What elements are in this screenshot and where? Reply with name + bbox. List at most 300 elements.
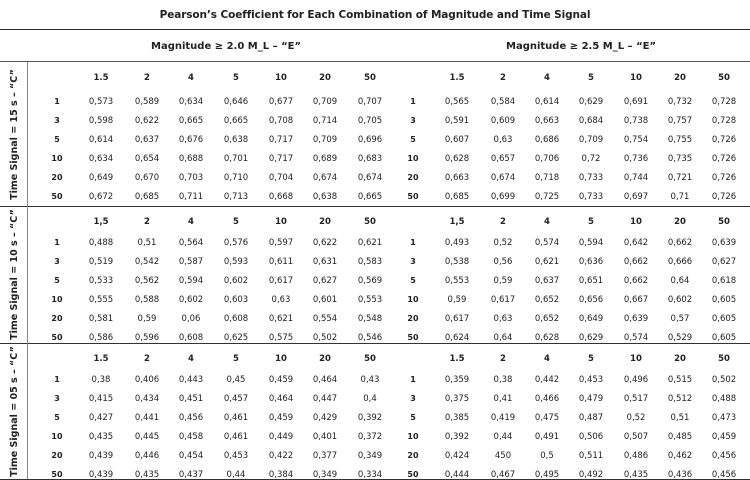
column-header: 50 [718, 73, 730, 83]
table-cell: 0,437 [178, 470, 204, 480]
table-cell: 0,586 [88, 333, 114, 343]
table-cell: 0,629 [578, 97, 604, 107]
table-cell: 0,685 [444, 192, 470, 202]
table-cell: 0,554 [312, 314, 338, 324]
table-cell: 0,728 [711, 97, 737, 107]
table-cell: 0,456 [178, 413, 204, 423]
table-cell: 0,677 [268, 97, 294, 107]
column-header: 2 [500, 73, 506, 83]
table-cell: 0,63 [271, 295, 291, 305]
table-cell: 0,674 [357, 173, 383, 183]
column-header: 2 [500, 354, 506, 364]
table-cell: 0,602 [223, 276, 249, 286]
row-label: 20 [407, 314, 419, 323]
table-cell: 0,451 [178, 394, 204, 404]
table-cell: 0,733 [578, 192, 604, 202]
table-cell: 0,638 [223, 135, 249, 145]
table-cell: 0,755 [667, 135, 693, 145]
column-header: 5 [588, 217, 594, 227]
row-label: 3 [410, 116, 416, 125]
table-cell: 0,733 [578, 173, 604, 183]
table-cell: 0,485 [667, 432, 693, 442]
table-cell: 0,617 [490, 295, 516, 305]
table-cell: 0,713 [223, 192, 249, 202]
column-header: 1,5 [449, 217, 465, 227]
row-label: 20 [51, 451, 63, 460]
table-cell: 0,574 [623, 333, 649, 343]
table-cell: 0,622 [134, 116, 160, 126]
table-cell: 0,699 [490, 192, 516, 202]
table-cell: 0,602 [178, 295, 204, 305]
table-cell: 0,639 [623, 314, 649, 324]
row-label: 5 [410, 135, 416, 144]
section-rule [0, 206, 750, 207]
table-cell: 0,441 [134, 413, 160, 423]
table-cell: 0,392 [444, 432, 470, 442]
table-cell: 0,621 [357, 238, 383, 248]
column-header: 5 [588, 73, 594, 83]
table-cell: 0,689 [312, 154, 338, 164]
table-cell: 0,461 [223, 432, 249, 442]
table-cell: 0,735 [667, 154, 693, 164]
table-cell: 0,668 [268, 192, 294, 202]
table-cell: 0,447 [312, 394, 338, 404]
table-cell: 0,649 [578, 314, 604, 324]
column-header: 4 [544, 354, 550, 364]
table-cell: 0,597 [268, 238, 294, 248]
table-cell: 0,502 [711, 375, 737, 385]
table-cell: 0,662 [623, 257, 649, 267]
table-cell: 0,621 [534, 257, 560, 267]
table-cell: 0,507 [623, 432, 649, 442]
table-cell: 0,459 [268, 375, 294, 385]
table-cell: 0,652 [534, 295, 560, 305]
table-cell: 0,435 [88, 432, 114, 442]
table-cell: 0,64 [670, 276, 690, 286]
column-header: 20 [319, 354, 331, 364]
table-cell: 0,59 [493, 276, 513, 286]
time-signal-label: Time Signal = 10 s – “C” [8, 209, 20, 340]
table-cell: 0,44 [493, 432, 513, 442]
table-cell: 0,475 [534, 413, 560, 423]
table-cell: 0,43 [360, 375, 380, 385]
row-label: 50 [407, 470, 419, 479]
table-cell: 0,649 [88, 173, 114, 183]
table-cell: 0,375 [444, 394, 470, 404]
table-cell: 0,589 [134, 97, 160, 107]
table-cell: 0,359 [444, 375, 470, 385]
table-cell: 0,691 [623, 97, 649, 107]
table-cell: 0,444 [444, 470, 470, 480]
section-divider-vertical [27, 206, 28, 343]
table-cell: 0,449 [268, 432, 294, 442]
table-cell: 0,725 [534, 192, 560, 202]
table-cell: 0,349 [357, 451, 383, 461]
table-cell: 0,726 [711, 192, 737, 202]
table-cell: 0,665 [223, 116, 249, 126]
table-cell: 0,708 [268, 116, 294, 126]
row-label: 50 [51, 192, 63, 201]
row-label: 50 [407, 192, 419, 201]
table-cell: 450 [494, 451, 512, 461]
table-cell: 0,621 [268, 314, 294, 324]
table-cell: 0,401 [312, 432, 338, 442]
table-cell: 0,519 [88, 257, 114, 267]
table-cell: 0,605 [711, 295, 737, 305]
table-cell: 0,709 [578, 135, 604, 145]
table-cell: 0,672 [88, 192, 114, 202]
table-cell: 0,704 [268, 173, 294, 183]
table-cell: 0,502 [312, 333, 338, 343]
table-cell: 0,594 [578, 238, 604, 248]
column-header: 2 [144, 217, 150, 227]
table-cell: 0,617 [268, 276, 294, 286]
table-cell: 0,453 [578, 375, 604, 385]
table-cell: 0,705 [357, 116, 383, 126]
table-cell: 0,711 [178, 192, 204, 202]
column-header: 10 [630, 217, 642, 227]
table-cell: 0,625 [223, 333, 249, 343]
table-cell: 0,642 [623, 238, 649, 248]
row-label: 10 [407, 295, 419, 304]
row-label: 20 [407, 173, 419, 182]
row-label: 10 [51, 154, 63, 163]
magnitude-header-left: Magnitude ≥ 2.0 M_L – “E” [151, 41, 302, 52]
table-cell: 0,703 [178, 173, 204, 183]
table-cell: 0,573 [88, 97, 114, 107]
table-cell: 0,638 [312, 192, 338, 202]
table-cell: 0,459 [711, 432, 737, 442]
table-cell: 0,445 [134, 432, 160, 442]
table-cell: 0,462 [667, 451, 693, 461]
table-cell: 0,4 [363, 394, 377, 404]
table-cell: 0,491 [534, 432, 560, 442]
table-cell: 0,553 [357, 295, 383, 305]
table-cell: 0,696 [357, 135, 383, 145]
table-cell: 0,596 [134, 333, 160, 343]
table-cell: 0,646 [223, 97, 249, 107]
table-cell: 0,587 [178, 257, 204, 267]
table-cell: 0,459 [268, 413, 294, 423]
table-cell: 0,51 [670, 413, 690, 423]
table-cell: 0,662 [667, 238, 693, 248]
row-label: 1 [410, 238, 416, 247]
table-cell: 0,663 [534, 116, 560, 126]
row-label: 5 [54, 135, 60, 144]
table-cell: 0,754 [623, 135, 649, 145]
table-cell: 0,569 [357, 276, 383, 286]
table-cell: 0,575 [268, 333, 294, 343]
column-header: 10 [275, 217, 287, 227]
table-cell: 0,555 [88, 295, 114, 305]
table-cell: 0,651 [578, 276, 604, 286]
column-header: 5 [233, 217, 239, 227]
table-cell: 0,384 [268, 470, 294, 480]
table-cell: 0,553 [444, 276, 470, 286]
table-cell: 0,605 [711, 333, 737, 343]
table-cell: 0,493 [444, 238, 470, 248]
table-cell: 0,634 [88, 154, 114, 164]
time-signal-label: Time Signal = 15 s – “C” [8, 68, 20, 200]
table-cell: 0,576 [223, 238, 249, 248]
column-header: 2 [144, 73, 150, 83]
table-cell: 0,710 [223, 173, 249, 183]
section-divider-vertical [27, 343, 28, 479]
row-label: 3 [410, 257, 416, 266]
table-cell: 0,628 [534, 333, 560, 343]
row-label: 1 [54, 97, 60, 106]
row-label: 1 [410, 97, 416, 106]
table-cell: 0,637 [534, 276, 560, 286]
table-cell: 0,670 [134, 173, 160, 183]
table-cell: 0,663 [444, 173, 470, 183]
column-header: 4 [544, 217, 550, 227]
row-label: 5 [410, 413, 416, 422]
row-label: 3 [54, 394, 60, 403]
table-cell: 0,628 [444, 154, 470, 164]
table-cell: 0,717 [268, 154, 294, 164]
table-cell: 0,457 [223, 394, 249, 404]
table-cell: 0,609 [490, 116, 516, 126]
table-cell: 0,607 [444, 135, 470, 145]
table-cell: 0,38 [493, 375, 513, 385]
table-cell: 0,565 [444, 97, 470, 107]
table-cell: 0,479 [578, 394, 604, 404]
table-cell: 0,624 [444, 333, 470, 343]
table-cell: 0,709 [312, 97, 338, 107]
table-cell: 0,686 [534, 135, 560, 145]
table-cell: 0,512 [667, 394, 693, 404]
table-cell: 0,684 [578, 116, 604, 126]
section-divider-vertical [27, 62, 28, 206]
table-cell: 0,372 [357, 432, 383, 442]
column-header: 1.5 [449, 73, 465, 83]
table-cell: 0,59 [447, 295, 467, 305]
table-cell: 0,685 [134, 192, 160, 202]
table-cell: 0,538 [444, 257, 470, 267]
table-cell: 0,598 [88, 116, 114, 126]
table-cell: 0,588 [134, 295, 160, 305]
table-cell: 0,486 [623, 451, 649, 461]
table-cell: 0,676 [178, 135, 204, 145]
row-label: 3 [54, 257, 60, 266]
table-cell: 0,611 [268, 257, 294, 267]
row-label: 20 [407, 451, 419, 460]
table-cell: 0,41 [493, 394, 513, 404]
table-cell: 0,488 [711, 394, 737, 404]
table-cell: 0,627 [711, 257, 737, 267]
table-cell: 0,744 [623, 173, 649, 183]
table-cell: 0,718 [534, 173, 560, 183]
column-header: 20 [674, 354, 686, 364]
table-cell: 0,5 [540, 451, 554, 461]
table-cell: 0,674 [312, 173, 338, 183]
table-cell: 0,492 [578, 470, 604, 480]
table-cell: 0,517 [623, 394, 649, 404]
table-cell: 0,674 [490, 173, 516, 183]
table-cell: 0,546 [357, 333, 383, 343]
table-cell: 0,726 [711, 154, 737, 164]
table-cell: 0,429 [312, 413, 338, 423]
table-cell: 0,591 [444, 116, 470, 126]
table-cell: 0,574 [534, 238, 560, 248]
row-label: 3 [410, 394, 416, 403]
table-cell: 0,757 [667, 116, 693, 126]
row-label: 5 [410, 276, 416, 285]
column-header: 10 [275, 73, 287, 83]
row-label: 1 [410, 375, 416, 384]
table-cell: 0,736 [623, 154, 649, 164]
row-label: 20 [51, 314, 63, 323]
table-cell: 0,657 [490, 154, 516, 164]
column-header: 50 [718, 354, 730, 364]
column-header: 20 [319, 217, 331, 227]
magnitude-header-right: Magnitude ≥ 2.5 M_L – “E” [506, 41, 657, 52]
table-cell: 0,56 [493, 257, 513, 267]
table-cell: 0,601 [312, 295, 338, 305]
table-cell: 0,406 [134, 375, 160, 385]
table-cell: 0,622 [312, 238, 338, 248]
table-cell: 0,385 [444, 413, 470, 423]
table-cell: 0,435 [623, 470, 649, 480]
table-cell: 0,652 [534, 314, 560, 324]
table-cell: 0,443 [178, 375, 204, 385]
table-cell: 0,605 [711, 314, 737, 324]
column-header: 1.5 [93, 73, 109, 83]
table-cell: 0,57 [670, 314, 690, 324]
table-cell: 0,453 [223, 451, 249, 461]
table-cell: 0,434 [134, 394, 160, 404]
time-signal-label: Time Signal = 05 s – “C” [8, 345, 20, 477]
table-cell: 0,581 [88, 314, 114, 324]
row-label: 50 [407, 333, 419, 342]
table-cell: 0,697 [623, 192, 649, 202]
column-header: 4 [188, 73, 194, 83]
table-cell: 0,662 [623, 276, 649, 286]
table-cell: 0,63 [493, 135, 513, 145]
table-cell: 0,665 [178, 116, 204, 126]
table-cell: 0,667 [623, 295, 649, 305]
table-cell: 0,636 [578, 257, 604, 267]
table-cell: 0,726 [711, 135, 737, 145]
table-cell: 0,515 [667, 375, 693, 385]
table-cell: 0,614 [88, 135, 114, 145]
table-cell: 0,583 [357, 257, 383, 267]
row-label: 5 [54, 276, 60, 285]
table-cell: 0,548 [357, 314, 383, 324]
table-cell: 0,542 [134, 257, 160, 267]
table-cell: 0,728 [711, 116, 737, 126]
column-header: 4 [188, 354, 194, 364]
table-cell: 0,701 [223, 154, 249, 164]
column-header: 20 [319, 73, 331, 83]
table-cell: 0,707 [357, 97, 383, 107]
table-cell: 0,52 [493, 238, 513, 248]
table-cell: 0,439 [88, 470, 114, 480]
table-cell: 0,594 [178, 276, 204, 286]
table-cell: 0,422 [268, 451, 294, 461]
column-header: 2 [500, 217, 506, 227]
table-cell: 0,454 [178, 451, 204, 461]
table-title: Pearson’s Coefficient for Each Combination of Magnitude and Time Signal [159, 9, 591, 21]
table-cell: 0,714 [312, 116, 338, 126]
column-header: 4 [188, 217, 194, 227]
table-cell: 0,618 [711, 276, 737, 286]
table-cell: 0,593 [223, 257, 249, 267]
column-header: 50 [364, 354, 376, 364]
table-cell: 0,627 [312, 276, 338, 286]
column-header: 1.5 [449, 354, 465, 364]
table-cell: 0,617 [444, 314, 470, 324]
table-cell: 0,415 [88, 394, 114, 404]
table-cell: 0,614 [534, 97, 560, 107]
table-cell: 0,72 [581, 154, 601, 164]
table-cell: 0,52 [626, 413, 646, 423]
table-cell: 0,564 [178, 238, 204, 248]
table-cell: 0,562 [134, 276, 160, 286]
table-cell: 0,608 [178, 333, 204, 343]
table-cell: 0,63 [493, 314, 513, 324]
column-header: 20 [674, 217, 686, 227]
table-cell: 0,435 [134, 470, 160, 480]
row-label: 10 [407, 154, 419, 163]
row-label: 3 [54, 116, 60, 125]
table-cell: 0,654 [134, 154, 160, 164]
table-cell: 0,51 [137, 238, 157, 248]
row-label: 10 [407, 432, 419, 441]
table-cell: 0,64 [493, 333, 513, 343]
row-label: 1 [54, 238, 60, 247]
table-cell: 0,439 [88, 451, 114, 461]
table-cell: 0,506 [578, 432, 604, 442]
table-cell: 0,442 [534, 375, 560, 385]
table-cell: 0,738 [623, 116, 649, 126]
row-label: 50 [51, 470, 63, 479]
table-cell: 0,45 [226, 375, 246, 385]
table-cell: 0,06 [181, 314, 201, 324]
row-label: 1 [54, 375, 60, 384]
magnitude-rule [0, 61, 750, 62]
table-cell: 0,466 [534, 394, 560, 404]
table-cell: 0,732 [667, 97, 693, 107]
table-cell: 0,709 [312, 135, 338, 145]
table-cell: 0,427 [88, 413, 114, 423]
table-cell: 0,377 [312, 451, 338, 461]
table-cell: 0,496 [623, 375, 649, 385]
table-cell: 0,473 [711, 413, 737, 423]
table-cell: 0,464 [312, 375, 338, 385]
column-header: 2 [144, 354, 150, 364]
table-cell: 0,665 [357, 192, 383, 202]
column-header: 10 [630, 73, 642, 83]
table-cell: 0,44 [226, 470, 246, 480]
table-cell: 0,639 [711, 238, 737, 248]
column-header: 4 [544, 73, 550, 83]
table-cell: 0,467 [490, 470, 516, 480]
column-header: 5 [233, 354, 239, 364]
table-cell: 0,334 [357, 470, 383, 480]
table-cell: 0,529 [667, 333, 693, 343]
table-cell: 0,456 [711, 470, 737, 480]
table-cell: 0,349 [312, 470, 338, 480]
table-cell: 0,419 [490, 413, 516, 423]
table-cell: 0,603 [223, 295, 249, 305]
column-header: 5 [588, 354, 594, 364]
table-cell: 0,495 [534, 470, 560, 480]
table-cell: 0,584 [490, 97, 516, 107]
table-cell: 0,666 [667, 257, 693, 267]
table-cell: 0,602 [667, 295, 693, 305]
